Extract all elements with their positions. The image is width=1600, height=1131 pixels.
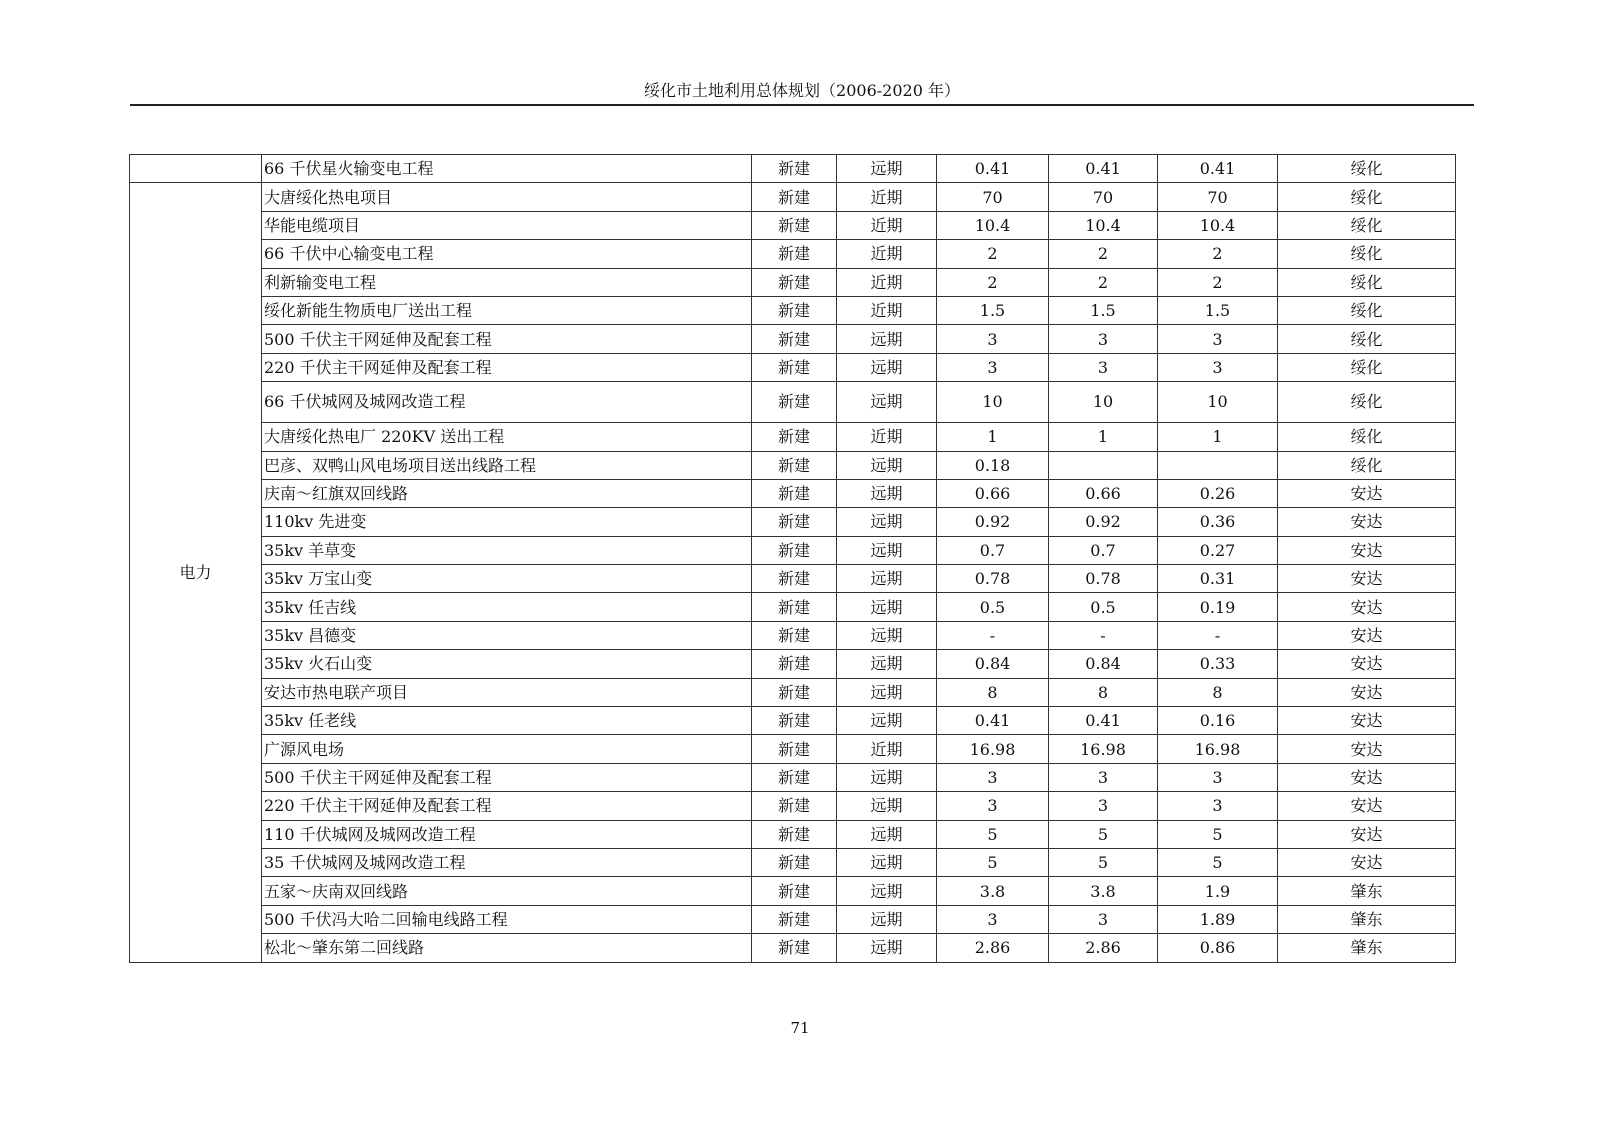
value-cell-2: 0.66: [1049, 479, 1158, 507]
table-row: [130, 268, 1456, 296]
table-row: [130, 877, 1456, 905]
value-cell-3: 0.27: [1158, 536, 1278, 564]
project-name-cell: 35kv 万宝山变: [262, 565, 752, 593]
period-cell: 近期: [837, 240, 937, 268]
value-cell-1: 3: [937, 763, 1049, 791]
build-type-cell: 新建: [752, 423, 837, 451]
table-body: [130, 155, 1456, 963]
project-name-cell: 500 千伏主干网延伸及配套工程: [262, 325, 752, 353]
value-cell-2: 3: [1049, 325, 1158, 353]
value-cell-1: 5: [937, 820, 1049, 848]
value-cell-3: 10: [1158, 382, 1278, 423]
value-cell-2: 0.78: [1049, 565, 1158, 593]
location-cell: 绥化: [1278, 268, 1456, 296]
value-cell-3: 2: [1158, 240, 1278, 268]
location-cell: 绥化: [1278, 423, 1456, 451]
value-cell-3: 3: [1158, 792, 1278, 820]
period-cell: 远期: [837, 382, 937, 423]
build-type-cell: 新建: [752, 820, 837, 848]
value-cell-2: 0.5: [1049, 593, 1158, 621]
project-name-cell: 110kv 先进变: [262, 508, 752, 536]
period-cell: 远期: [837, 536, 937, 564]
period-cell: 远期: [837, 155, 937, 183]
value-cell-3: -: [1158, 621, 1278, 649]
build-type-cell: 新建: [752, 792, 837, 820]
value-cell-3: 0.19: [1158, 593, 1278, 621]
value-cell-3: 16.98: [1158, 735, 1278, 763]
project-name-cell: 35kv 任老线: [262, 707, 752, 735]
table-row: [130, 678, 1456, 706]
value-cell-3: 1.5: [1158, 296, 1278, 324]
value-cell-1: -: [937, 621, 1049, 649]
location-cell: 安达: [1278, 565, 1456, 593]
period-cell: 近期: [837, 735, 937, 763]
table-row: [130, 650, 1456, 678]
build-type-cell: 新建: [752, 240, 837, 268]
table-row: [130, 707, 1456, 735]
value-cell-1: 0.41: [937, 707, 1049, 735]
period-cell: 近期: [837, 423, 937, 451]
value-cell-3: 1: [1158, 423, 1278, 451]
build-type-cell: 新建: [752, 735, 837, 763]
project-name-cell: 松北～肇东第二回线路: [262, 934, 752, 962]
build-type-cell: 新建: [752, 479, 837, 507]
value-cell-1: 10: [937, 382, 1049, 423]
value-cell-1: 0.66: [937, 479, 1049, 507]
build-type-cell: 新建: [752, 353, 837, 381]
build-type-cell: 新建: [752, 621, 837, 649]
period-cell: 远期: [837, 905, 937, 933]
build-type-cell: 新建: [752, 155, 837, 183]
build-type-cell: 新建: [752, 650, 837, 678]
period-cell: 近期: [837, 296, 937, 324]
location-cell: 肇东: [1278, 877, 1456, 905]
period-cell: 远期: [837, 593, 937, 621]
table-row: [130, 240, 1456, 268]
value-cell-2: 3.8: [1049, 877, 1158, 905]
project-name-cell: 35kv 火石山变: [262, 650, 752, 678]
value-cell-2: 0.41: [1049, 155, 1158, 183]
location-cell: 肇东: [1278, 934, 1456, 962]
table-row: [130, 735, 1456, 763]
value-cell-2: 10.4: [1049, 211, 1158, 239]
value-cell-1: 0.7: [937, 536, 1049, 564]
project-name-cell: 庆南～红旗双回线路: [262, 479, 752, 507]
build-type-cell: 新建: [752, 536, 837, 564]
table-row: [130, 325, 1456, 353]
value-cell-3: 70: [1158, 183, 1278, 211]
period-cell: 远期: [837, 792, 937, 820]
period-cell: 远期: [837, 353, 937, 381]
location-cell: 安达: [1278, 593, 1456, 621]
build-type-cell: 新建: [752, 593, 837, 621]
value-cell-1: 16.98: [937, 735, 1049, 763]
value-cell-3: 1.89: [1158, 905, 1278, 933]
project-name-cell: 66 千伏中心输变电工程: [262, 240, 752, 268]
value-cell-1: 2.86: [937, 934, 1049, 962]
location-cell: 安达: [1278, 707, 1456, 735]
table-row: [130, 353, 1456, 381]
period-cell: 远期: [837, 678, 937, 706]
value-cell-1: 0.18: [937, 451, 1049, 479]
value-cell-2: 0.41: [1049, 707, 1158, 735]
value-cell-2: 0.7: [1049, 536, 1158, 564]
project-name-cell: 广源风电场: [262, 735, 752, 763]
value-cell-3: 0.26: [1158, 479, 1278, 507]
value-cell-1: 3: [937, 353, 1049, 381]
table-row: [130, 820, 1456, 848]
project-name-cell: 220 千伏主干网延伸及配套工程: [262, 353, 752, 381]
table-row: [130, 565, 1456, 593]
value-cell-1: 70: [937, 183, 1049, 211]
location-cell: 绥化: [1278, 296, 1456, 324]
project-name-cell: 大唐绥化热电项目: [262, 183, 752, 211]
value-cell-2: [1049, 451, 1158, 479]
table-row: [130, 792, 1456, 820]
location-cell: 绥化: [1278, 451, 1456, 479]
period-cell: 远期: [837, 479, 937, 507]
period-cell: 远期: [837, 820, 937, 848]
table-row: [130, 934, 1456, 962]
table-row: [130, 382, 1456, 423]
value-cell-1: 8: [937, 678, 1049, 706]
value-cell-1: 1.5: [937, 296, 1049, 324]
period-cell: 近期: [837, 211, 937, 239]
period-cell: 远期: [837, 325, 937, 353]
location-cell: 安达: [1278, 735, 1456, 763]
value-cell-1: 3: [937, 325, 1049, 353]
period-cell: 远期: [837, 707, 937, 735]
value-cell-3: 5: [1158, 820, 1278, 848]
build-type-cell: 新建: [752, 763, 837, 791]
value-cell-2: 3: [1049, 353, 1158, 381]
period-cell: 远期: [837, 565, 937, 593]
project-name-cell: 35kv 昌德变: [262, 621, 752, 649]
project-name-cell: 66 千伏星火输变电工程: [262, 155, 752, 183]
table-row: [130, 621, 1456, 649]
page-number: 71: [790, 1019, 810, 1037]
project-name-cell: 五家～庆南双回线路: [262, 877, 752, 905]
value-cell-1: 1: [937, 423, 1049, 451]
value-cell-1: 0.5: [937, 593, 1049, 621]
value-cell-2: 5: [1049, 820, 1158, 848]
build-type-cell: 新建: [752, 565, 837, 593]
build-type-cell: 新建: [752, 508, 837, 536]
location-cell: 安达: [1278, 508, 1456, 536]
table-row: [130, 508, 1456, 536]
project-name-cell: 35kv 羊草变: [262, 536, 752, 564]
location-cell: 绥化: [1278, 240, 1456, 268]
value-cell-3: 2: [1158, 268, 1278, 296]
value-cell-1: 3.8: [937, 877, 1049, 905]
value-cell-2: 5: [1049, 848, 1158, 876]
table-row: [130, 211, 1456, 239]
empty-category-cell: [130, 155, 262, 183]
period-cell: 远期: [837, 451, 937, 479]
value-cell-2: 1.5: [1049, 296, 1158, 324]
value-cell-3: 0.33: [1158, 650, 1278, 678]
project-name-cell: 500 千伏主干网延伸及配套工程: [262, 763, 752, 791]
build-type-cell: 新建: [752, 211, 837, 239]
value-cell-2: 2: [1049, 268, 1158, 296]
project-name-cell: 安达市热电联产项目: [262, 678, 752, 706]
location-cell: 安达: [1278, 820, 1456, 848]
build-type-cell: 新建: [752, 877, 837, 905]
value-cell-2: -: [1049, 621, 1158, 649]
location-cell: 安达: [1278, 621, 1456, 649]
value-cell-1: 3: [937, 792, 1049, 820]
value-cell-1: 10.4: [937, 211, 1049, 239]
value-cell-1: 0.41: [937, 155, 1049, 183]
project-name-cell: 66 千伏城网及城网改造工程: [262, 382, 752, 423]
value-cell-2: 2: [1049, 240, 1158, 268]
value-cell-3: [1158, 451, 1278, 479]
header-rule: [130, 104, 1474, 106]
value-cell-2: 10: [1049, 382, 1158, 423]
project-name-cell: 巴彦、双鸭山风电场项目送出线路工程: [262, 451, 752, 479]
location-cell: 绥化: [1278, 325, 1456, 353]
value-cell-3: 3: [1158, 353, 1278, 381]
value-cell-3: 0.41: [1158, 155, 1278, 183]
project-name-cell: 220 千伏主干网延伸及配套工程: [262, 792, 752, 820]
location-cell: 安达: [1278, 536, 1456, 564]
value-cell-3: 0.86: [1158, 934, 1278, 962]
value-cell-2: 2.86: [1049, 934, 1158, 962]
value-cell-2: 1: [1049, 423, 1158, 451]
value-cell-1: 5: [937, 848, 1049, 876]
period-cell: 远期: [837, 508, 937, 536]
build-type-cell: 新建: [752, 325, 837, 353]
value-cell-2: 16.98: [1049, 735, 1158, 763]
value-cell-2: 3: [1049, 763, 1158, 791]
project-name-cell: 利新输变电工程: [262, 268, 752, 296]
period-cell: 远期: [837, 848, 937, 876]
project-name-cell: 绥化新能生物质电厂送出工程: [262, 296, 752, 324]
build-type-cell: 新建: [752, 183, 837, 211]
value-cell-3: 10.4: [1158, 211, 1278, 239]
period-cell: 远期: [837, 621, 937, 649]
period-cell: 近期: [837, 183, 937, 211]
project-name-cell: 35 千伏城网及城网改造工程: [262, 848, 752, 876]
location-cell: 绥化: [1278, 211, 1456, 239]
value-cell-1: 2: [937, 240, 1049, 268]
value-cell-3: 8: [1158, 678, 1278, 706]
build-type-cell: 新建: [752, 382, 837, 423]
build-type-cell: 新建: [752, 848, 837, 876]
value-cell-2: 8: [1049, 678, 1158, 706]
period-cell: 远期: [837, 934, 937, 962]
build-type-cell: 新建: [752, 934, 837, 962]
location-cell: 安达: [1278, 848, 1456, 876]
project-table: [129, 154, 1456, 963]
location-cell: 安达: [1278, 678, 1456, 706]
period-cell: 远期: [837, 877, 937, 905]
table-row: [130, 763, 1456, 791]
location-cell: 绥化: [1278, 353, 1456, 381]
value-cell-1: 3: [937, 905, 1049, 933]
project-name-cell: 35kv 任吉线: [262, 593, 752, 621]
build-type-cell: 新建: [752, 707, 837, 735]
value-cell-3: 3: [1158, 763, 1278, 791]
value-cell-3: 5: [1158, 848, 1278, 876]
build-type-cell: 新建: [752, 451, 837, 479]
value-cell-3: 3: [1158, 325, 1278, 353]
period-cell: 远期: [837, 650, 937, 678]
table-row: [130, 905, 1456, 933]
table-row: [130, 183, 1456, 211]
location-cell: 安达: [1278, 650, 1456, 678]
build-type-cell: 新建: [752, 296, 837, 324]
table-row: [130, 155, 1456, 183]
location-cell: 肇东: [1278, 905, 1456, 933]
value-cell-1: 0.78: [937, 565, 1049, 593]
period-cell: 远期: [837, 763, 937, 791]
build-type-cell: 新建: [752, 678, 837, 706]
location-cell: 绥化: [1278, 183, 1456, 211]
project-name-cell: 110 千伏城网及城网改造工程: [262, 820, 752, 848]
period-cell: 近期: [837, 268, 937, 296]
build-type-cell: 新建: [752, 268, 837, 296]
value-cell-2: 0.92: [1049, 508, 1158, 536]
project-name-cell: 大唐绥化热电厂 220KV 送出工程: [262, 423, 752, 451]
location-cell: 安达: [1278, 763, 1456, 791]
value-cell-1: 0.84: [937, 650, 1049, 678]
table-row: [130, 536, 1456, 564]
project-name-cell: 500 千伏冯大哈二回输电线路工程: [262, 905, 752, 933]
value-cell-1: 2: [937, 268, 1049, 296]
location-cell: 绥化: [1278, 155, 1456, 183]
value-cell-3: 0.31: [1158, 565, 1278, 593]
page-header-title: 绥化市土地利用总体规划（2006-2020 年）: [644, 81, 960, 100]
table-row: [130, 479, 1456, 507]
location-cell: 安达: [1278, 479, 1456, 507]
table-row: [130, 451, 1456, 479]
table-row: [130, 593, 1456, 621]
value-cell-2: 0.84: [1049, 650, 1158, 678]
location-cell: 安达: [1278, 792, 1456, 820]
value-cell-3: 0.36: [1158, 508, 1278, 536]
category-cell: 电力: [130, 183, 262, 962]
value-cell-2: 3: [1049, 792, 1158, 820]
value-cell-2: 3: [1049, 905, 1158, 933]
value-cell-3: 0.16: [1158, 707, 1278, 735]
project-name-cell: 华能电缆项目: [262, 211, 752, 239]
table-row: [130, 296, 1456, 324]
build-type-cell: 新建: [752, 905, 837, 933]
location-cell: 绥化: [1278, 382, 1456, 423]
value-cell-1: 0.92: [937, 508, 1049, 536]
table-row: [130, 848, 1456, 876]
table-row: [130, 423, 1456, 451]
value-cell-3: 1.9: [1158, 877, 1278, 905]
value-cell-2: 70: [1049, 183, 1158, 211]
